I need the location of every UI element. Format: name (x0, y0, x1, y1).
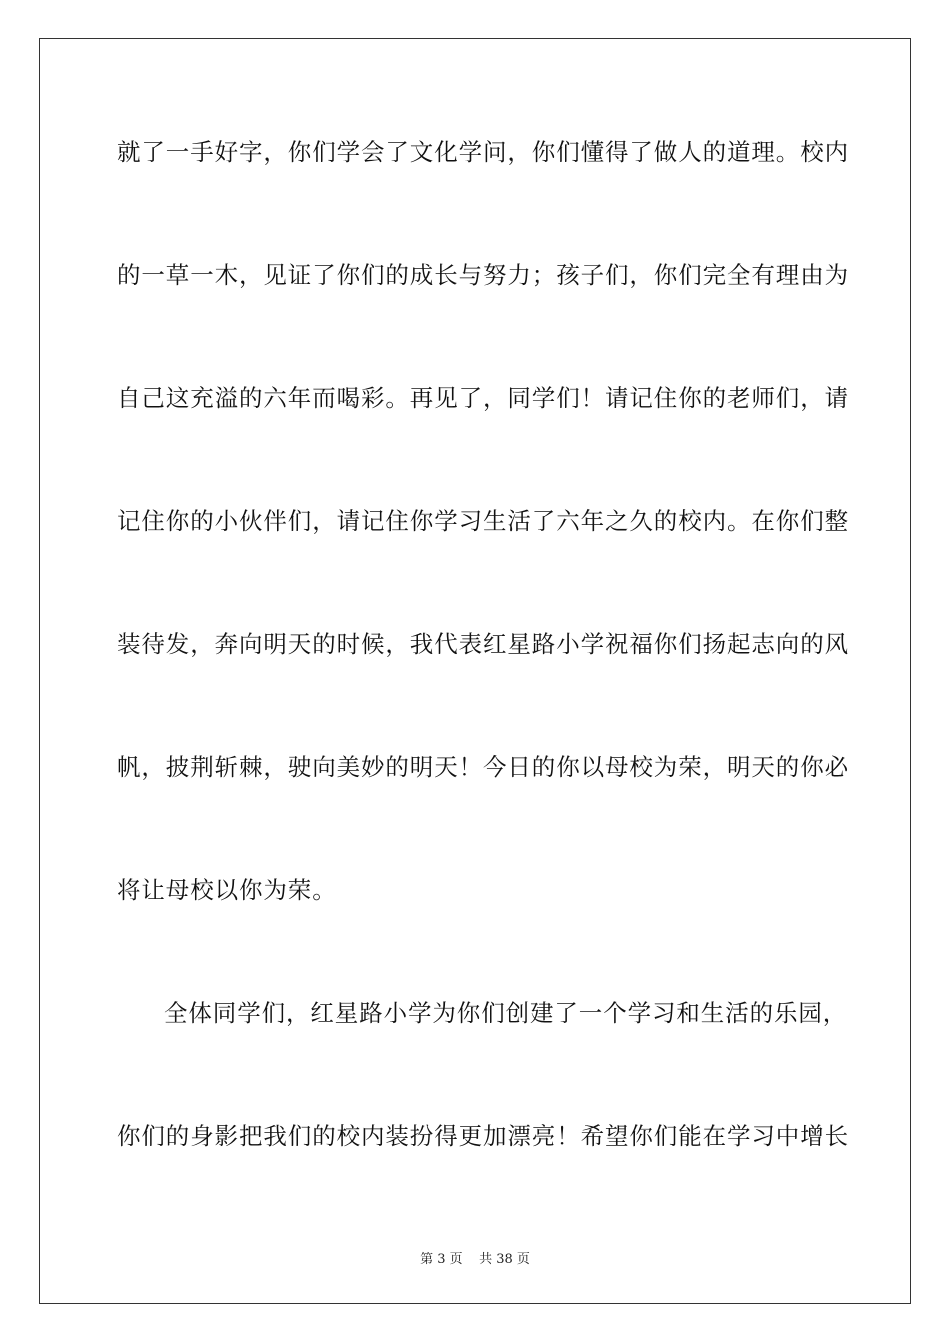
text-line: 将让母校以你为荣。 (117, 876, 337, 904)
text-line: 装待发，奔向明天的时候，我代表红星路小学祝福你们扬起志向的风 (117, 630, 849, 658)
text-line: 就了一手好字，你们学会了文化学问，你们懂得了做人的道理。校内 (117, 138, 849, 166)
page-number-footer: 第 3 页 共 38 页 (420, 1252, 530, 1267)
text-line: 帆，披荆斩棘，驶向美妙的明天！今日的你以母校为荣，明天的你必 (117, 753, 849, 781)
text-line: 自己这充溢的六年而喝彩。再见了，同学们！请记住你的老师们，请 (117, 384, 849, 412)
document-body (117, 124, 849, 1231)
text-line: 的一草一木，见证了你们的成长与努力；孩子们，你们完全有理由为 (117, 261, 849, 289)
text-line-paragraph-start: 全体同学们，红星路小学为你们创建了一个学习和生活的乐园， (164, 999, 848, 1027)
text-line: 记住你的小伙伴们，请记住你学习生活了六年之久的校内。在你们整 (117, 507, 849, 535)
text-line: 你们的身影把我们的校内装扮得更加漂亮！希望你们能在学习中增长 (117, 1122, 849, 1150)
